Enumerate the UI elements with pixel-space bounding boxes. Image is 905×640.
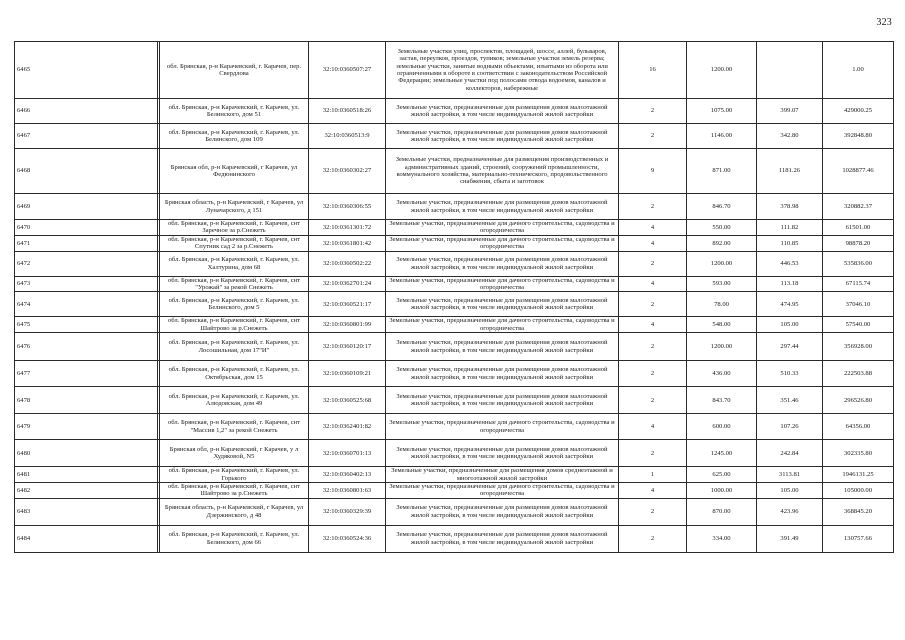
row-number: 6483 xyxy=(15,498,158,525)
address-cell: обл. Брянская, р-н Карачевский, г. Карачев, снт Шайтрово за р.Снежеть xyxy=(160,483,309,499)
address-cell: обл. Брянская, р-н Карачевский, г. Карачев, ул. Белинского, дом 51 xyxy=(160,99,309,124)
table-row xyxy=(15,387,894,414)
specific-value-cell: 297.44 xyxy=(757,333,823,361)
use-group-code-cell: 2 xyxy=(619,124,687,149)
cadastral-value-cell: 392848.80 xyxy=(823,124,894,149)
permitted-use-cell: Земельные участки, предназначенные для размещения домов малоэтажной жилой застройки, в том числе индивидуальной жилой застройки xyxy=(386,194,619,220)
row-number: 6477 xyxy=(15,361,158,387)
cadastral-number-cell: 32:10:0360801:99 xyxy=(309,317,386,333)
address-cell: Брянская область, р-н Карачевский, г Карачев, ул Дзержинского, д 48 xyxy=(160,498,309,525)
use-group-code-cell: 2 xyxy=(619,333,687,361)
permitted-use-cell: Земельные участки, предназначенные для размещения домов малоэтажной жилой застройки, в том числе индивидуальной жилой застройки xyxy=(386,361,619,387)
area-cell: 1245.00 xyxy=(687,440,757,467)
table-row xyxy=(15,361,894,387)
use-group-code-cell: 2 xyxy=(619,292,687,317)
cadastral-value-cell: 1028877.46 xyxy=(823,149,894,194)
area-cell: 1075.00 xyxy=(687,99,757,124)
specific-value-cell: 391.49 xyxy=(757,525,823,552)
permitted-use-cell: Земельные участки, предназначенные для дачного строительства, садоводства и огородничества xyxy=(386,220,619,236)
address-cell: обл. Брянская, р-н Карачевский, г. Карачев, снт Заречное за р.Снежеть xyxy=(160,220,309,236)
cadastral-value-cell: 1946131.25 xyxy=(823,467,894,483)
cadastral-value-cell: 302335.80 xyxy=(823,440,894,467)
land-plots-table xyxy=(14,41,894,553)
use-group-code-cell: 1 xyxy=(619,467,687,483)
table-row xyxy=(15,317,894,333)
area-cell: 1200.00 xyxy=(687,251,757,276)
specific-value-cell: 378.98 xyxy=(757,194,823,220)
address-cell: обл. Брянская, р-н Карачевский, г. Карачев, ул. Белинского, дом 5 xyxy=(160,292,309,317)
cadastral-number-cell: 32:10:0360109:21 xyxy=(309,361,386,387)
address-cell: обл. Брянская, р-н Карачевский, г. Карачев, ул. Белинского, дом 66 xyxy=(160,525,309,552)
cadastral-number-cell: 32:10:0360306:55 xyxy=(309,194,386,220)
address-cell: обл. Брянская, р-н Карачевский, г. Карачев, ул. Алюдовская, дом 49 xyxy=(160,387,309,414)
cadastral-number-cell: 32:10:0361801:42 xyxy=(309,235,386,251)
use-group-code-cell: 2 xyxy=(619,251,687,276)
cadastral-number-cell: 32:10:0360302:27 xyxy=(309,149,386,194)
address-cell: обл. Брянская, р-н Карачевский, г. Карачев, снт Шайтрово за р.Снежеть xyxy=(160,317,309,333)
permitted-use-cell: Земельные участки, предназначенные для размещения домов малоэтажной жилой застройки, в том числе индивидуальной жилой застройки xyxy=(386,525,619,552)
cadastral-value-cell: 57540.00 xyxy=(823,317,894,333)
cadastral-value-cell: 320882.37 xyxy=(823,194,894,220)
row-number: 6481 xyxy=(15,467,158,483)
specific-value-cell: 342.80 xyxy=(757,124,823,149)
cadastral-value-cell: 222503.88 xyxy=(823,361,894,387)
area-cell: 871.00 xyxy=(687,149,757,194)
cadastral-value-cell: 535836.00 xyxy=(823,251,894,276)
table-row xyxy=(15,42,894,99)
specific-value-cell: 110.85 xyxy=(757,235,823,251)
use-group-code-cell: 4 xyxy=(619,414,687,440)
area-cell: 436.00 xyxy=(687,361,757,387)
table-row xyxy=(15,149,894,194)
area-cell: 625.00 xyxy=(687,467,757,483)
specific-value-cell: 351.46 xyxy=(757,387,823,414)
area-cell: 843.70 xyxy=(687,387,757,414)
row-number: 6480 xyxy=(15,440,158,467)
table-row xyxy=(15,440,894,467)
specific-value-cell: 105.00 xyxy=(757,483,823,499)
table-row xyxy=(15,292,894,317)
use-group-code-cell: 4 xyxy=(619,235,687,251)
use-group-code-cell: 4 xyxy=(619,483,687,499)
permitted-use-cell: Земельные участки, предназначенные для размещения домов малоэтажной жилой застройки, в том числе индивидуальной жилой застройки xyxy=(386,333,619,361)
cadastral-number-cell: 32:10:0360518:26 xyxy=(309,99,386,124)
permitted-use-cell: Земельные участки, предназначенные для дачного строительства, садоводства и огородничества xyxy=(386,276,619,292)
table-row xyxy=(15,333,894,361)
row-number: 6467 xyxy=(15,124,158,149)
use-group-code-cell: 2 xyxy=(619,498,687,525)
cadastral-number-cell: 32:10:0362401:82 xyxy=(309,414,386,440)
permitted-use-cell: Земельные участки, предназначенные для дачного строительства, садоводства и огородничества xyxy=(386,317,619,333)
area-cell: 1000.00 xyxy=(687,483,757,499)
row-number: 6479 xyxy=(15,414,158,440)
permitted-use-cell: Земельные участки, предназначенные для размещения домов малоэтажной жилой застройки, в том числе индивидуальной жилой застройки xyxy=(386,498,619,525)
address-cell: обл. Брянская, р-н Карачевский, г. Карачев, ул. Халтурина, дом 68 xyxy=(160,251,309,276)
table-row xyxy=(15,483,894,499)
area-cell: 550.00 xyxy=(687,220,757,236)
use-group-code-cell: 16 xyxy=(619,42,687,99)
cadastral-number-cell: 32:10:0360329:39 xyxy=(309,498,386,525)
specific-value-cell xyxy=(757,42,823,99)
row-number: 6482 xyxy=(15,483,158,499)
cadastral-number-cell: 32:10:0360525:68 xyxy=(309,387,386,414)
area-cell: 600.00 xyxy=(687,414,757,440)
row-number: 6478 xyxy=(15,387,158,414)
area-cell: 334.00 xyxy=(687,525,757,552)
row-number: 6476 xyxy=(15,333,158,361)
cadastral-value-cell: 105000.00 xyxy=(823,483,894,499)
address-cell: Брянская обл, р-н Карачевский, г Карачев, у л Худяковой, N5 xyxy=(160,440,309,467)
cadastral-value-cell: 429000.25 xyxy=(823,99,894,124)
cadastral-value-cell: 61501.00 xyxy=(823,220,894,236)
cadastral-number-cell: 32:10:0360521:17 xyxy=(309,292,386,317)
table-row xyxy=(15,498,894,525)
specific-value-cell: 399.07 xyxy=(757,99,823,124)
specific-value-cell: 107.26 xyxy=(757,414,823,440)
address-cell: обл. Брянская, р-н Карачевский, г. Карачев, снт Спутник сад 2 за р.Снежеть xyxy=(160,235,309,251)
table-row xyxy=(15,194,894,220)
row-number: 6469 xyxy=(15,194,158,220)
specific-value-cell: 113.18 xyxy=(757,276,823,292)
address-cell: обл. Брянская, р-н Карачевский, г. Карачев, ул. Октябрьская, дом 15 xyxy=(160,361,309,387)
address-cell: Брянская область, р-н Карачевский, г Карачев, ул Луначарского, д 151 xyxy=(160,194,309,220)
table-row xyxy=(15,124,894,149)
cadastral-value-cell: 368845.20 xyxy=(823,498,894,525)
specific-value-cell: 1181.26 xyxy=(757,149,823,194)
permitted-use-cell: Земельные участки, предназначенные для размещения домов малоэтажной жилой застройки, в том числе индивидуальной жилой застройки xyxy=(386,387,619,414)
area-cell: 870.00 xyxy=(687,498,757,525)
table-row xyxy=(15,525,894,552)
cadastral-number-cell: 32:10:0362701:24 xyxy=(309,276,386,292)
permitted-use-cell: Земельные участки, предназначенные для дачного строительства, садоводства и огородничества xyxy=(386,235,619,251)
table-row xyxy=(15,99,894,124)
permitted-use-cell: Земельные участки, предназначенные для размещения домов малоэтажной жилой застройки, в том числе индивидуальной жилой застройки xyxy=(386,99,619,124)
use-group-code-cell: 4 xyxy=(619,317,687,333)
cadastral-value-cell: 98878.20 xyxy=(823,235,894,251)
table-row xyxy=(15,220,894,236)
table-row xyxy=(15,467,894,483)
specific-value-cell: 242.84 xyxy=(757,440,823,467)
cadastral-value-cell: 64356.00 xyxy=(823,414,894,440)
permitted-use-cell: Земельные участки улиц, проспектов, площадей, шоссе, аллей, бульваров, застав, переулков, проездов, тупиков; земельные участки земель резерва; земельные участки, занятые водными объектами, изъятыми из оборота или ограниченными в обороте в соответствии с законодательством Российской Федерации; земельные участки под полосами отвода водоемов, каналов и коллекторов, набережные xyxy=(386,42,619,99)
permitted-use-cell: Земельные участки, предназначенные для дачного строительства, садоводства и огородничества xyxy=(386,414,619,440)
permitted-use-cell: Земельные участки, предназначенные для размещения производственных и административных зданий, строений, сооружений промышленности, коммунального хозяйства, материально-технического, продовольственного снабжения, сбыта и заготовок xyxy=(386,149,619,194)
area-cell: 78.00 xyxy=(687,292,757,317)
address-cell: обл. Брянская, р-н Карачевский, г. Карачев, снт "Урожай" за рекой Снежеть xyxy=(160,276,309,292)
row-number: 6471 xyxy=(15,235,158,251)
cadastral-number-cell: 32:10:0361301:72 xyxy=(309,220,386,236)
row-number: 6465 xyxy=(15,42,158,99)
area-cell: 548.00 xyxy=(687,317,757,333)
address-cell: обл. Брянская, р-н Карачевский, г. Карачев, ул. Белинского, дом 109 xyxy=(160,124,309,149)
permitted-use-cell: Земельные участки, предназначенные для дачного строительства, садоводства и огородничества xyxy=(386,483,619,499)
specific-value-cell: 474.95 xyxy=(757,292,823,317)
permitted-use-cell: Земельные участки, предназначенные для размещения домов малоэтажной жилой застройки, в том числе индивидуальной жилой застройки xyxy=(386,251,619,276)
table-row xyxy=(15,235,894,251)
permitted-use-cell: Земельные участки, предназначенные для размещения домов малоэтажной жилой застройки, в том числе индивидуальной жилой застройки xyxy=(386,124,619,149)
permitted-use-cell: Земельные участки, предназначенные для размещения домов малоэтажной жилой застройки, в том числе индивидуальной жилой застройки xyxy=(386,440,619,467)
row-number: 6475 xyxy=(15,317,158,333)
use-group-code-cell: 2 xyxy=(619,440,687,467)
cadastral-number-cell: 32:10:0360513:9 xyxy=(309,124,386,149)
use-group-code-cell: 2 xyxy=(619,387,687,414)
permitted-use-cell: Земельные участки, предназначенные для размещения домов малоэтажной жилой застройки, в том числе индивидуальной жилой застройки xyxy=(386,292,619,317)
specific-value-cell: 510.33 xyxy=(757,361,823,387)
cadastral-value-cell: 67115.74 xyxy=(823,276,894,292)
specific-value-cell: 105.00 xyxy=(757,317,823,333)
cadastral-number-cell: 32:10:0360524:36 xyxy=(309,525,386,552)
cadastral-value-cell: 37046.10 xyxy=(823,292,894,317)
address-cell: обл. Брянская, р-н Карачевский, г. Карачев, снт "Массив 1,2" за рекой Снежеть xyxy=(160,414,309,440)
row-number: 6466 xyxy=(15,99,158,124)
specific-value-cell: 446.53 xyxy=(757,251,823,276)
cadastral-value-cell: 296526.80 xyxy=(823,387,894,414)
cadastral-number-cell: 32:10:0360507:27 xyxy=(309,42,386,99)
page-number: 323 xyxy=(876,17,892,28)
use-group-code-cell: 4 xyxy=(619,220,687,236)
area-cell: 846.70 xyxy=(687,194,757,220)
cadastral-value-cell: 130757.66 xyxy=(823,525,894,552)
row-number: 6470 xyxy=(15,220,158,236)
use-group-code-cell: 2 xyxy=(619,361,687,387)
cadastral-value-cell: 1.00 xyxy=(823,42,894,99)
row-number: 6484 xyxy=(15,525,158,552)
specific-value-cell: 111.82 xyxy=(757,220,823,236)
row-number: 6468 xyxy=(15,149,158,194)
address-cell: Брянская обл, р-н Карачевский, г Карачев, ул Федюнинского xyxy=(160,149,309,194)
specific-value-cell: 3113.81 xyxy=(757,467,823,483)
table-row xyxy=(15,276,894,292)
row-number: 6473 xyxy=(15,276,158,292)
use-group-code-cell: 9 xyxy=(619,149,687,194)
table-row xyxy=(15,251,894,276)
address-cell: обл. Брянская, р-н Карачевский, г. Карачев, пер. Свердлова xyxy=(160,42,309,99)
area-cell: 593.00 xyxy=(687,276,757,292)
cadastral-number-cell: 32:10:0360801:63 xyxy=(309,483,386,499)
address-cell: обл. Брянская, р-н Карачевский, г. Карачев, ул. Лосошильная, дом 17"И" xyxy=(160,333,309,361)
cadastral-number-cell: 32:10:0360701:13 xyxy=(309,440,386,467)
address-cell: обл. Брянская, р-н Карачевский, г. Карачев, ул. Горького xyxy=(160,467,309,483)
cadastral-number-cell: 32:10:0360502:22 xyxy=(309,251,386,276)
row-number: 6474 xyxy=(15,292,158,317)
area-cell: 1200.00 xyxy=(687,333,757,361)
area-cell: 892.00 xyxy=(687,235,757,251)
use-group-code-cell: 2 xyxy=(619,99,687,124)
cadastral-number-cell: 32:10:0360402:13 xyxy=(309,467,386,483)
area-cell: 1146.00 xyxy=(687,124,757,149)
cadastral-number-cell: 32:10:0360120:17 xyxy=(309,333,386,361)
area-cell: 1200.00 xyxy=(687,42,757,99)
cadastral-value-cell: 356928.00 xyxy=(823,333,894,361)
table-row xyxy=(15,414,894,440)
permitted-use-cell: Земельные участки, предназначенные для размещения домов среднеэтажной и многоэтажной жилой застройки xyxy=(386,467,619,483)
row-number: 6472 xyxy=(15,251,158,276)
use-group-code-cell: 2 xyxy=(619,525,687,552)
use-group-code-cell: 4 xyxy=(619,276,687,292)
specific-value-cell: 423.96 xyxy=(757,498,823,525)
use-group-code-cell: 2 xyxy=(619,194,687,220)
